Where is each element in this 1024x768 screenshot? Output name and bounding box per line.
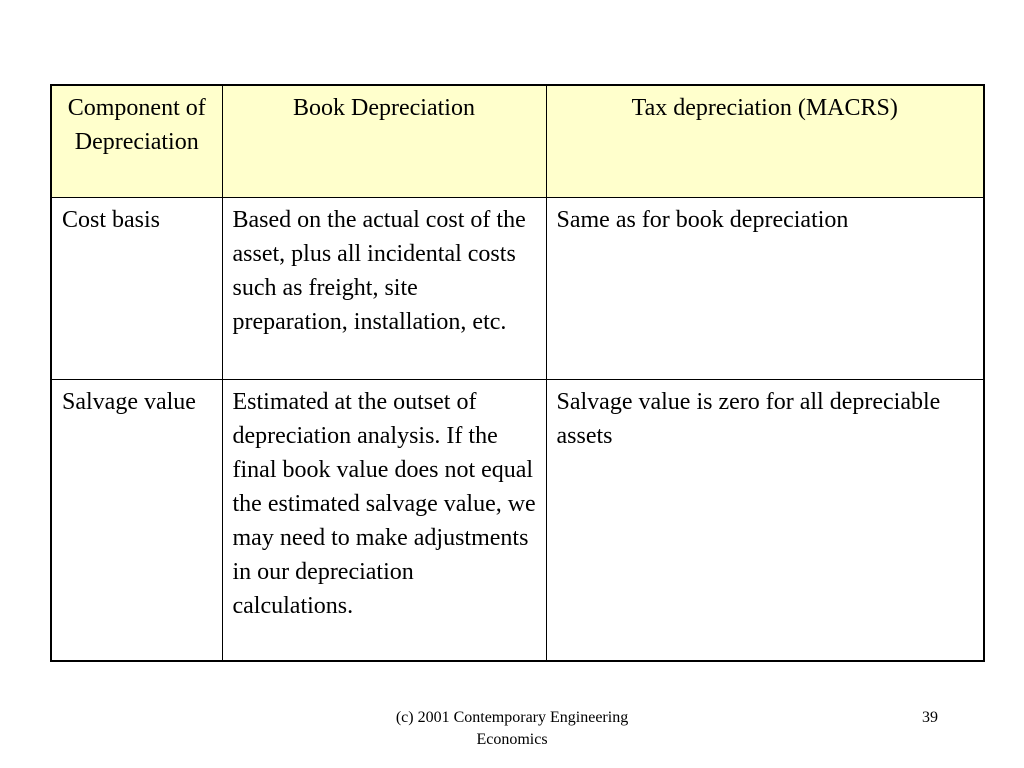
table-row-salvage-value bbox=[51, 379, 984, 661]
page-number: 39 bbox=[922, 709, 938, 726]
header-tax-depreciation: Tax depreciation (MACRS) bbox=[546, 85, 984, 197]
cell-component-cost-basis: Cost basis bbox=[51, 197, 222, 379]
footer-copyright: (c) 2001 Contemporary Engineering Economics bbox=[395, 709, 629, 748]
depreciation-comparison-table bbox=[50, 84, 985, 662]
cell-book-salvage-value: Estimated at the outset of depreciation analysis. If the final book value does not equal the estimated salvage value, we may need to make adjustments in our depreciation calculations. bbox=[222, 379, 546, 661]
header-book-depreciation: Book Depreciation bbox=[222, 85, 546, 197]
cell-tax-cost-basis: Same as for book depreciation bbox=[546, 197, 984, 379]
cell-book-cost-basis: Based on the actual cost of the asset, plus all incidental costs such as freight, site preparation, installation, etc. bbox=[222, 197, 546, 379]
cell-tax-salvage-value: Salvage value is zero for all depreciable assets bbox=[546, 379, 984, 661]
table-row-cost-basis bbox=[51, 197, 984, 379]
table-header-row bbox=[51, 85, 984, 197]
header-component: Component of Depreciation bbox=[51, 85, 222, 197]
cell-component-salvage-value: Salvage value bbox=[51, 379, 222, 661]
